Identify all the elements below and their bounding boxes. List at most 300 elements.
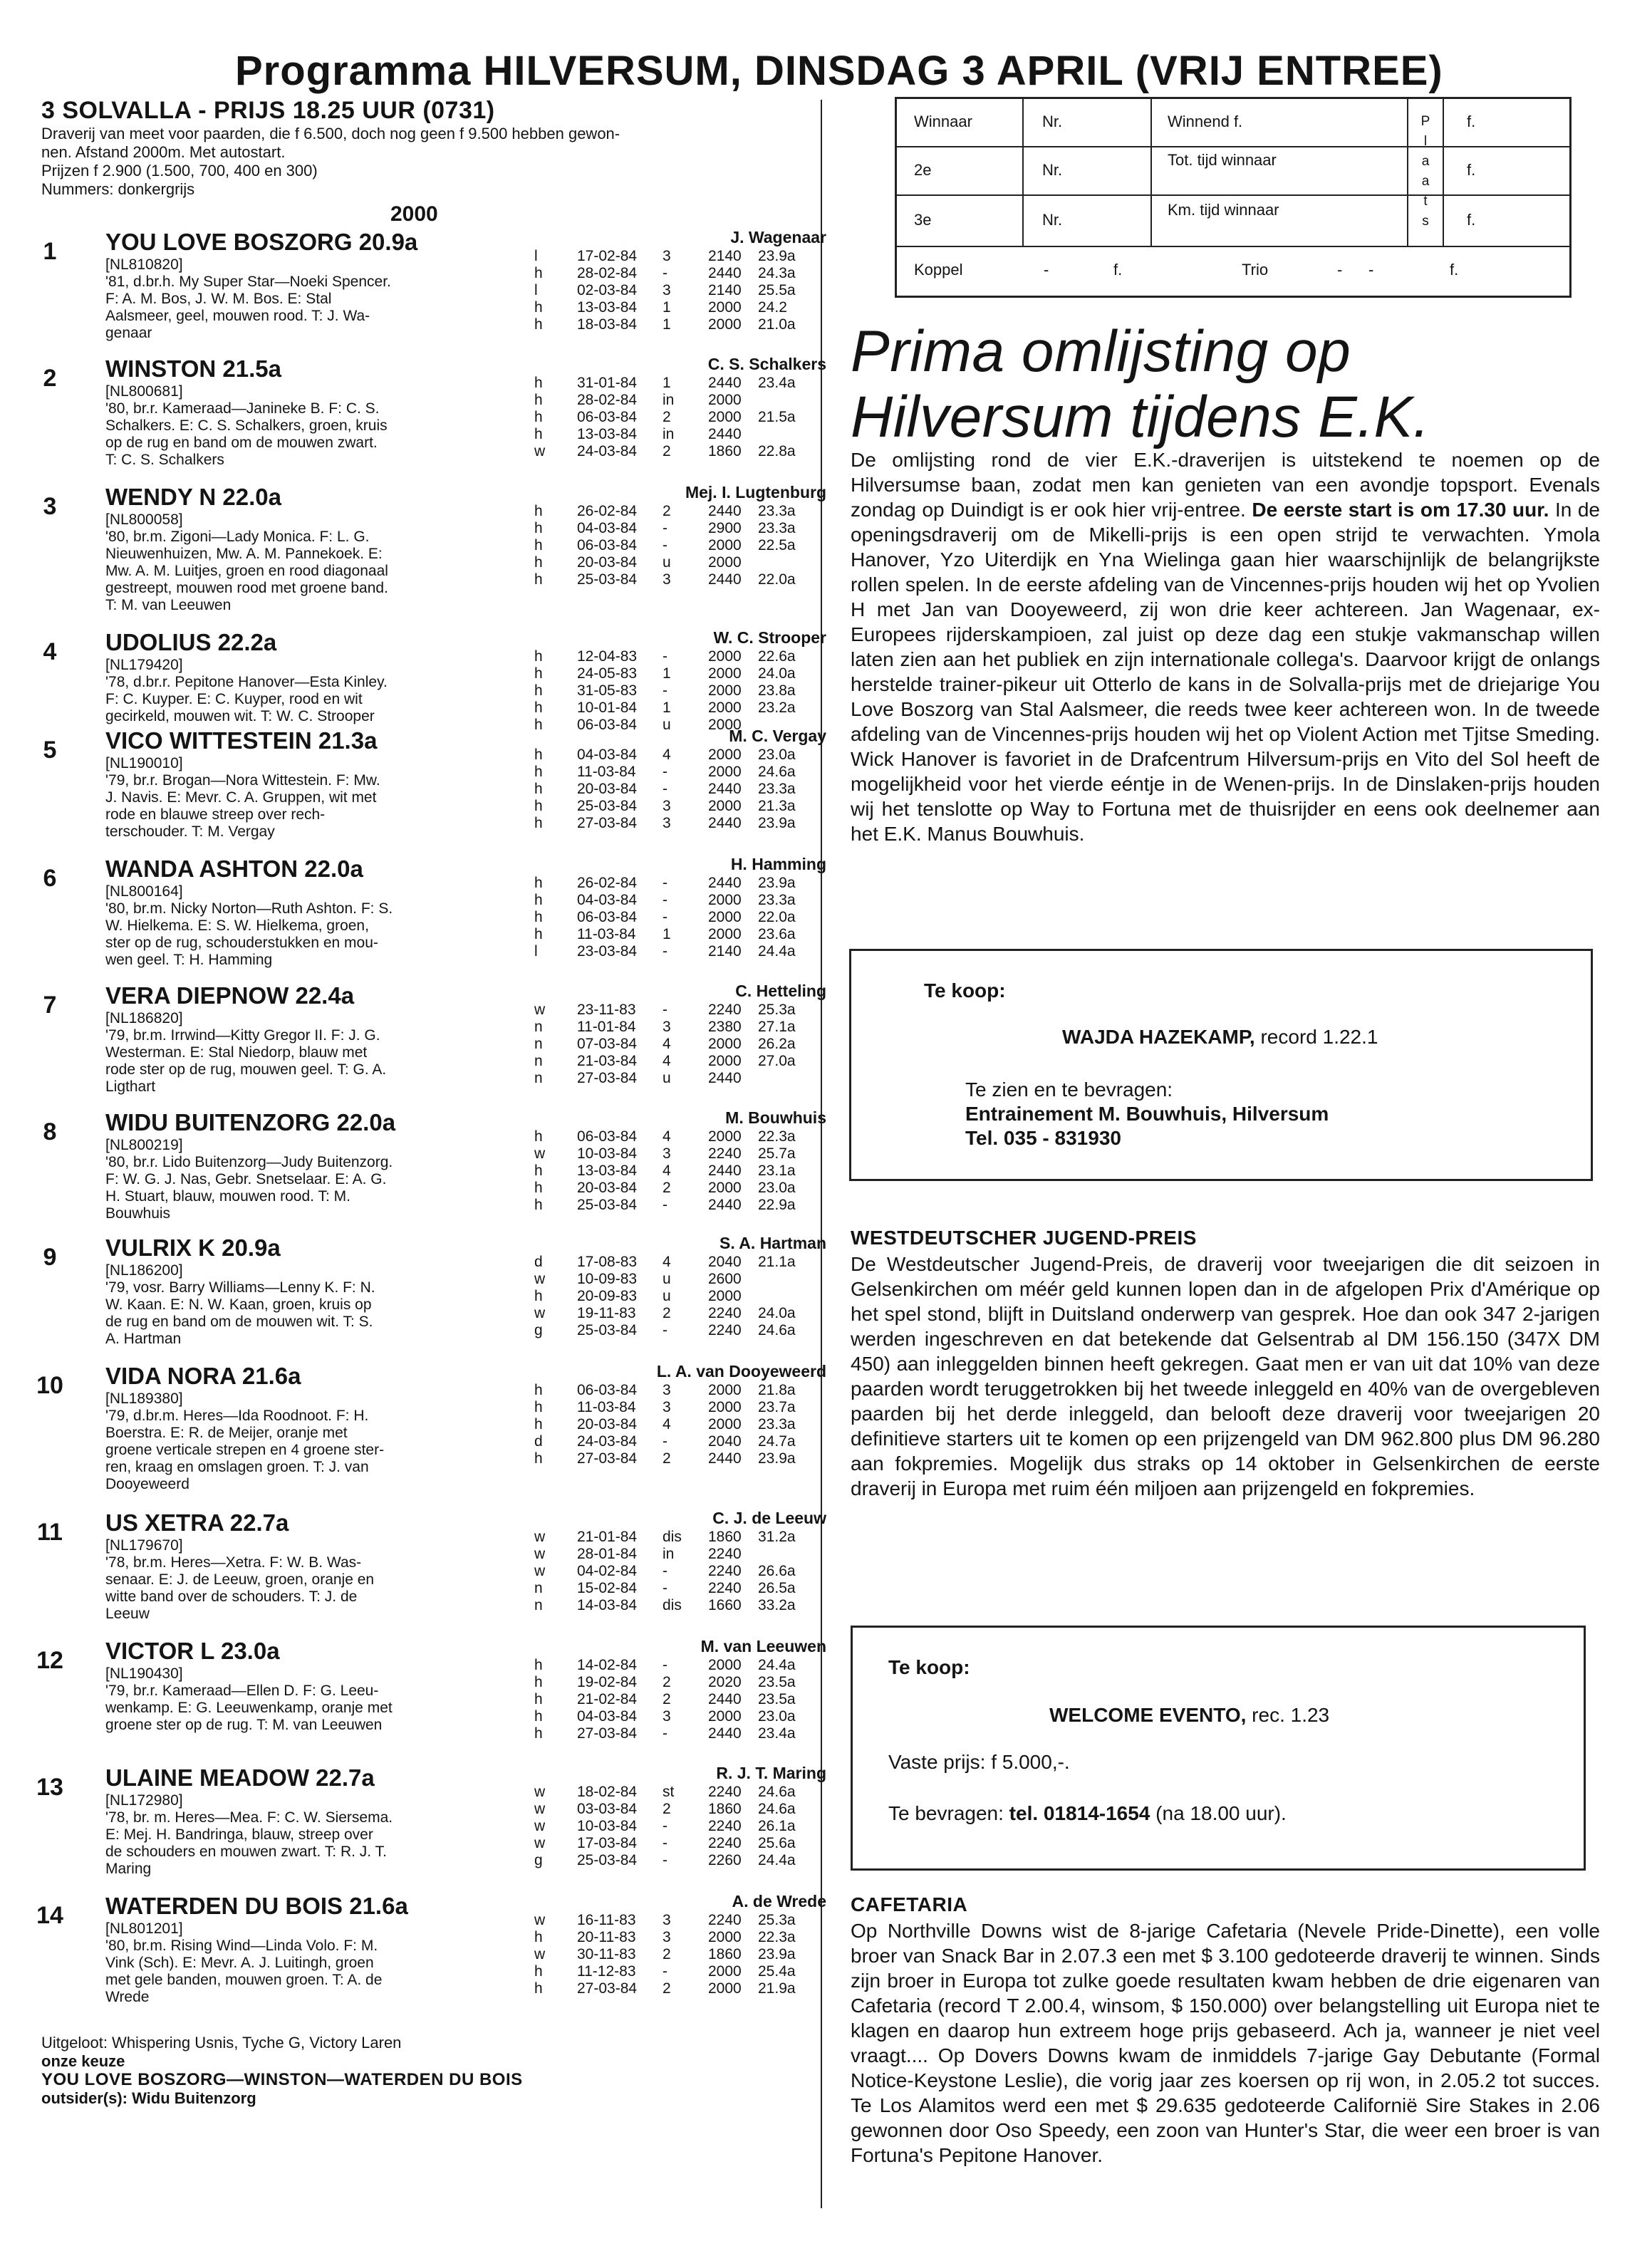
race-date: 20-03-84 bbox=[577, 1180, 638, 1196]
horse-details bbox=[105, 228, 533, 342]
placing: 1 bbox=[663, 316, 671, 333]
race-distance: 2240 bbox=[708, 1546, 742, 1562]
race-date: 28-01-84 bbox=[577, 1546, 638, 1562]
horse-name: WENDY N 22.0a bbox=[105, 484, 281, 510]
horse-registration: [NL800219] bbox=[105, 1137, 183, 1153]
form-table bbox=[534, 375, 833, 460]
for-sale-ad-welcome bbox=[851, 1626, 1586, 1871]
f-label: f. bbox=[1467, 211, 1476, 229]
race-date: 17-08-83 bbox=[577, 1254, 638, 1270]
race-date: 27-03-84 bbox=[577, 1450, 638, 1467]
race-distance: 2260 bbox=[708, 1852, 742, 1868]
horse-pedigree-line: rode ster op de rug, mouwen geel. T: G. A. bbox=[105, 1061, 387, 1078]
race-time: 22.5a bbox=[758, 537, 796, 553]
placing: - bbox=[663, 1433, 667, 1450]
horse-details bbox=[105, 982, 533, 1096]
race-distance: 2000 bbox=[708, 1929, 742, 1945]
horse-details bbox=[105, 1234, 533, 1348]
race-title: 3 SOLVALLA - PRIJS 18.25 UUR (0731) bbox=[41, 97, 495, 124]
race-time: 33.2a bbox=[758, 1597, 796, 1613]
race-time: 26.5a bbox=[758, 1580, 796, 1596]
placing: u bbox=[663, 554, 671, 571]
race-numbers: Nummers: donkergrijs bbox=[41, 180, 195, 198]
horse-driver: M. van Leeuwen bbox=[700, 1637, 826, 1655]
horse-pedigree-line: Boerstra. E: R. de Meijer, oranje met bbox=[105, 1425, 348, 1441]
form-table bbox=[534, 1912, 833, 1997]
ad-call-time: (na 18.00 uur). bbox=[1150, 1802, 1287, 1824]
race-date: 24-03-84 bbox=[577, 1433, 638, 1450]
horse-pedigree-line: '78, d.br.r. Pepitone Hanover—Esta Kinley. bbox=[105, 674, 388, 690]
track-code: w bbox=[534, 1305, 546, 1321]
horse-pedigree-line: Wrede bbox=[105, 1989, 150, 2005]
race-distance: 2000 bbox=[708, 764, 742, 780]
track-code: h bbox=[534, 909, 543, 925]
koppel-label: Koppel bbox=[914, 261, 963, 279]
placing: 3 bbox=[663, 282, 671, 298]
race-date: 20-03-84 bbox=[577, 554, 638, 571]
race-time: 22.9a bbox=[758, 1197, 796, 1213]
plaats-letter: a bbox=[1421, 174, 1430, 189]
race-time: 23.4a bbox=[758, 375, 796, 391]
race-distance: 2440 bbox=[708, 1197, 742, 1213]
placing: - bbox=[663, 537, 667, 553]
race-distance: 2000 bbox=[708, 316, 742, 333]
form-row bbox=[534, 1002, 833, 1019]
track-code: w bbox=[534, 1271, 546, 1287]
race-time: 23.6a bbox=[758, 926, 796, 942]
track-code: h bbox=[534, 875, 543, 891]
track-code: h bbox=[534, 299, 543, 316]
race-distance-text: nen. Afstand 2000m. Met autostart. bbox=[41, 143, 286, 161]
form-row bbox=[534, 909, 833, 926]
race-time: 23.5a bbox=[758, 1674, 796, 1690]
horse-name: YOU LOVE BOSZORG 20.9a bbox=[105, 229, 418, 255]
placing: 3 bbox=[663, 1382, 671, 1398]
race-date: 11-03-84 bbox=[577, 764, 636, 780]
form-row bbox=[534, 316, 833, 333]
horse-pedigree-line: '78, br. m. Heres—Mea. F: C. W. Siersema. bbox=[105, 1809, 393, 1826]
form-row bbox=[534, 1852, 833, 1869]
horse-pedigree-line: Dooyeweerd bbox=[105, 1476, 189, 1492]
placing: 3 bbox=[663, 248, 671, 264]
horse-driver: J. Wagenaar bbox=[730, 228, 826, 246]
race-date: 04-03-84 bbox=[577, 1708, 638, 1725]
race-time: 24.6a bbox=[758, 1322, 796, 1338]
track-code: h bbox=[534, 1657, 543, 1673]
track-code: h bbox=[534, 700, 543, 716]
track-code: n bbox=[534, 1019, 543, 1035]
track-code: n bbox=[534, 1053, 543, 1069]
horse-registration: [NL800164] bbox=[105, 883, 183, 900]
race-distance: 2000 bbox=[708, 909, 742, 925]
table-rule bbox=[1022, 99, 1024, 246]
placing: - bbox=[663, 764, 667, 780]
form-row bbox=[534, 1580, 833, 1597]
track-code: h bbox=[534, 554, 543, 571]
placing: 4 bbox=[663, 1128, 671, 1145]
race-distance: 2240 bbox=[708, 1818, 742, 1834]
race-distance: 2000 bbox=[708, 1036, 742, 1052]
horse-details bbox=[105, 483, 533, 614]
horse-name: VERA DIEPNOW 22.4a bbox=[105, 982, 355, 1009]
race-distance: 2000 bbox=[708, 1288, 742, 1304]
race-date: 16-11-83 bbox=[577, 1912, 636, 1928]
f-label: f. bbox=[1467, 113, 1476, 130]
race-time: 23.0a bbox=[758, 1708, 796, 1725]
form-row bbox=[534, 1784, 833, 1801]
placing: 3 bbox=[663, 1145, 671, 1162]
table-rule bbox=[897, 146, 1569, 147]
race-date: 25-03-84 bbox=[577, 571, 638, 588]
race-distance: 1860 bbox=[708, 1946, 742, 1962]
placing: dis bbox=[663, 1597, 682, 1613]
placing: - bbox=[663, 943, 667, 960]
form-row bbox=[534, 1835, 833, 1852]
race-distance: 1860 bbox=[708, 1529, 742, 1545]
race-distance: 2440 bbox=[708, 1725, 742, 1742]
horse-details bbox=[105, 1764, 533, 1878]
track-code: w bbox=[534, 443, 546, 459]
horse-registration: [NL801201] bbox=[105, 1920, 183, 1937]
race-distance: 2440 bbox=[708, 571, 742, 588]
race-time: 24.0a bbox=[758, 1305, 796, 1321]
nr-label: Nr. bbox=[1042, 211, 1063, 229]
track-code: d bbox=[534, 1254, 543, 1270]
form-table bbox=[534, 1002, 833, 1087]
article-headline bbox=[851, 319, 1430, 450]
horse-pedigree-line: T: C. S. Schalkers bbox=[105, 452, 224, 468]
form-row bbox=[534, 682, 833, 700]
track-code: w bbox=[534, 1801, 546, 1817]
placing: - bbox=[663, 909, 667, 925]
race-date: 19-02-84 bbox=[577, 1674, 638, 1690]
race-date: 27-03-84 bbox=[577, 1980, 638, 1997]
track-code: w bbox=[534, 1912, 546, 1928]
choice-label: onze keuze bbox=[41, 2052, 125, 2070]
race-time: 21.0a bbox=[758, 316, 796, 333]
horse-pedigree-line: F: A. M. Bos, J. W. M. Bos. E: Stal bbox=[105, 291, 332, 307]
form-table bbox=[534, 875, 833, 960]
horse-registration: [NL179670] bbox=[105, 1537, 183, 1554]
placing: 1 bbox=[663, 665, 671, 682]
horse-details bbox=[105, 1892, 533, 2006]
race-time: 23.1a bbox=[758, 1163, 796, 1179]
race-distance: 2000 bbox=[708, 1382, 742, 1398]
horse-pedigree-line: met gele banden, mouwen groen. T: A. de bbox=[105, 1972, 383, 1988]
placing: - bbox=[663, 875, 667, 891]
horse-pedigree-line: ster op de rug, schouderstukken en mou- bbox=[105, 935, 378, 951]
race-date: 17-03-84 bbox=[577, 1835, 638, 1851]
race-time: 26.6a bbox=[758, 1563, 796, 1579]
westdeutscher-text: De Westdeutscher Jugend-Preis, de draverij voor tweejarigen die dit seizoen in Gelsenkirchen om méér geld kunnen lopen dan in de afgelopen Prix d'Amérique op het spel stond, blijft in Duitsland onderwerp van gesprek. Hoe dan ook 347 2-jarigen werden ingeschreven en dat betekende dat Gelsentrab al DM 156.150 (347X DM 450) aan inleggelden binnen heeft gekregen. Gaat men er van uit dat 10% van deze paarden wordt teruggetrokken bij het tweede inleggeld en 40% van de overgebleven paarden bij het derde inleggeld, dan belooft deze draverij voor tweejarigen 20 definitieve starters uit te komen op een prijzengeld van DM 962.800 plus DM 96.280 aan fokpremies. Mogelijk dus straks op 14 oktober in Gelsenkirchen de eerste draverij in Europa met ruim één miljoen aan prijzengeld en fokpremies. bbox=[851, 1253, 1600, 1499]
form-row bbox=[534, 1288, 833, 1305]
form-row bbox=[534, 1399, 833, 1416]
horse-driver: C. Hetteling bbox=[735, 982, 826, 1000]
horse-name: UDOLIUS 22.2a bbox=[105, 629, 277, 655]
placing: - bbox=[663, 682, 667, 699]
cafetaria-title: CAFETARIA bbox=[851, 1893, 968, 1915]
form-row bbox=[534, 1708, 833, 1725]
race-date: 11-03-84 bbox=[577, 926, 636, 942]
horse-registration: [NL186200] bbox=[105, 1262, 183, 1279]
track-code: w bbox=[534, 1145, 546, 1162]
race-date: 20-03-84 bbox=[577, 781, 638, 797]
race-date: 04-03-84 bbox=[577, 520, 638, 536]
form-row bbox=[534, 571, 833, 588]
placing: 1 bbox=[663, 700, 671, 716]
horse-pedigree-line: '81, d.br.h. My Super Star—Noeki Spencer. bbox=[105, 274, 391, 290]
form-row bbox=[534, 1180, 833, 1197]
horse-pedigree-line: terschouder. T: M. Vergay bbox=[105, 823, 275, 840]
placing: u bbox=[663, 1288, 671, 1304]
form-row bbox=[534, 892, 833, 909]
form-row bbox=[534, 875, 833, 892]
westdeutscher-title: WESTDEUTSCHER JUGEND-PREIS bbox=[851, 1227, 1197, 1249]
race-time: 24.6a bbox=[758, 764, 796, 780]
horse-pedigree-line: A. Hartman bbox=[105, 1331, 182, 1347]
track-code: h bbox=[534, 316, 543, 333]
placing: 2 bbox=[663, 1674, 671, 1690]
race-time: 21.3a bbox=[758, 798, 796, 814]
horse-name: US XETRA 22.7a bbox=[105, 1509, 289, 1536]
horse-registration: [NL190010] bbox=[105, 755, 183, 771]
track-code: h bbox=[534, 503, 543, 519]
race-time: 25.3a bbox=[758, 1002, 796, 1018]
form-row bbox=[534, 1801, 833, 1818]
form-row bbox=[534, 1657, 833, 1674]
placing: - bbox=[663, 1835, 667, 1851]
race-date: 04-03-84 bbox=[577, 892, 638, 908]
placing: - bbox=[663, 1852, 667, 1868]
form-row bbox=[534, 1254, 833, 1271]
form-row bbox=[534, 926, 833, 943]
race-date: 11-01-84 bbox=[577, 1019, 636, 1035]
horse-number: 9 bbox=[43, 1244, 57, 1271]
race-time: 23.8a bbox=[758, 682, 796, 699]
race-date: 31-01-84 bbox=[577, 375, 638, 391]
race-time: 31.2a bbox=[758, 1529, 796, 1545]
race-date: 10-01-84 bbox=[577, 700, 638, 716]
article-text-2: In de openingsdraverij om de Mikelli-prijs is een open strijd te verwachten. Ymola Hanover, Yzo Uiterdijk en Yna Wielinga gaan hier waarschijnlijk de belangrijkste rollen spelen. In de eerste afdeling van de Vincennes-prijs houden wij het op Yvolien H met Jan van Dooyeweerd, zij won drie keer achtereen. Jan Wagenaar, ex-Europees rijderskampioen, zal juist op deze dag een stukje vakmanschap willen laten zien aan het publiek en zijn internationale collega's. Daarvoor krijgt de onlangs herstelde trainer-pikeur uit Otterlo de kans in de Solvalla-prijs met de driejarige You Love Boszorg van Stal Aalsmeer, die reeds twee keer achtereen won. In de tweede afdeling van de Vincennes-prijs houden wij het op Violent Action met Tjitse Smeding. Wick Hanover is favoriet in de Drafcentrum Hilversum-prijs en Vito del Sol heeft de mogelijkheid voor het vierde eéntje in de Wenen-prijs. In de Dinslaken-prijs houden wij het tenslotte op Way to Fortuna met de thuisrijder en eens ook deelnemer aan het E.K. Manus Bouwhuis. bbox=[851, 499, 1600, 845]
form-table bbox=[534, 1657, 833, 1742]
horse-pedigree-line: T: M. van Leeuwen bbox=[105, 597, 232, 613]
ad-phone: tel. 01814-1654 bbox=[1009, 1802, 1150, 1824]
horse-pedigree-line: ren, kraag en omslagen groen. T: J. van bbox=[105, 1459, 369, 1475]
track-code: w bbox=[534, 1002, 546, 1018]
horse-pedigree-line: F: C. Kuyper. E: C. Kuyper, rood en wit bbox=[105, 691, 363, 707]
form-row bbox=[534, 1416, 833, 1433]
track-code: h bbox=[534, 1674, 543, 1690]
placing: 3 bbox=[663, 1929, 671, 1945]
scratched-horses: Uitgeloot: Whispering Usnis, Tyche G, Victory Laren bbox=[41, 2034, 402, 2052]
race-date: 11-12-83 bbox=[577, 1963, 636, 1980]
race-distance: 2440 bbox=[708, 781, 742, 797]
track-code: h bbox=[534, 798, 543, 814]
race-time: 24.7a bbox=[758, 1433, 796, 1450]
horse-pedigree-line: '79, vosr. Barry Williams—Lenny K. F: N. bbox=[105, 1279, 375, 1296]
race-distance: 1860 bbox=[708, 1801, 742, 1817]
ad-ask-label: Te bevragen: bbox=[888, 1802, 1009, 1824]
form-table bbox=[534, 1784, 833, 1869]
horse-driver: Mej. I. Lugtenburg bbox=[685, 483, 826, 501]
race-distance: 2240 bbox=[708, 1580, 742, 1596]
race-time: 23.9a bbox=[758, 1946, 796, 1962]
track-code: h bbox=[534, 682, 543, 699]
horse-number: 1 bbox=[43, 238, 57, 265]
placing: 1 bbox=[663, 926, 671, 942]
horse-pedigree-line: Westerman. E: Stal Niedorp, blauw met bbox=[105, 1044, 368, 1061]
race-conditions: Draverij van meet voor paarden, die f 6.500, doch nog geen f 9.500 hebben gewon- bbox=[41, 125, 620, 142]
race-time: 21.5a bbox=[758, 409, 796, 425]
race-distance: 2000 bbox=[708, 1657, 742, 1673]
form-row bbox=[534, 537, 833, 554]
track-code: h bbox=[534, 520, 543, 536]
horse-pedigree-line: groene ster op de rug. T: M. van Leeuwen bbox=[105, 1717, 383, 1733]
horse-pedigree-line: '80, br.r. Kameraad—Janineke B. F: C. S. bbox=[105, 400, 380, 417]
placing: 2 bbox=[663, 1946, 671, 1962]
horse-registration: [NL800681] bbox=[105, 383, 183, 400]
race-time: 23.3a bbox=[758, 503, 796, 519]
race-distance: 2000 bbox=[708, 1416, 742, 1433]
track-code: d bbox=[534, 1433, 543, 1450]
horse-number: 3 bbox=[43, 493, 57, 520]
placing: 4 bbox=[663, 747, 671, 763]
form-row bbox=[534, 1691, 833, 1708]
ad-viewing: Te zien en te bevragen: bbox=[965, 1078, 1173, 1101]
horse-name: WIDU BUITENZORG 22.0a bbox=[105, 1109, 396, 1135]
ad-horse-name: WAJDA HAZEKAMP, bbox=[1062, 1026, 1255, 1048]
track-code: l bbox=[534, 248, 538, 264]
race-distance: 2440 bbox=[708, 265, 742, 281]
placing: 2 bbox=[663, 503, 671, 519]
placing: - bbox=[663, 520, 667, 536]
race-date: 23-03-84 bbox=[577, 943, 638, 960]
race-distance: 2000 bbox=[708, 537, 742, 553]
race-distance: 2240 bbox=[708, 1563, 742, 1579]
race-distance: 2000 bbox=[708, 554, 742, 571]
horse-name: WINSTON 21.5a bbox=[105, 355, 281, 382]
race-time: 23.0a bbox=[758, 1180, 796, 1196]
headline-line-2: Hilversum tijdens E.K. bbox=[851, 385, 1430, 449]
form-row bbox=[534, 665, 833, 682]
form-row bbox=[534, 648, 833, 665]
form-row bbox=[534, 1070, 833, 1087]
placing: 2 bbox=[663, 1691, 671, 1707]
race-date: 25-03-84 bbox=[577, 798, 638, 814]
article-start-time: De eerste start is om 17.30 uur. bbox=[1252, 499, 1549, 521]
form-row bbox=[534, 520, 833, 537]
track-code: h bbox=[534, 1691, 543, 1707]
race-date: 06-03-84 bbox=[577, 909, 638, 925]
horse-driver: C. J. de Leeuw bbox=[712, 1509, 826, 1527]
horse-pedigree-line: Mw. A. M. Luitjes, groen en rood diagonaal bbox=[105, 563, 388, 579]
horse-pedigree-line: '79, d.br.m. Heres—Ida Roodnoot. F: H. bbox=[105, 1408, 369, 1424]
nr-label: Nr. bbox=[1042, 113, 1063, 130]
race-distance: 2240 bbox=[708, 1145, 742, 1162]
race-time: 25.6a bbox=[758, 1835, 796, 1851]
plaats-vertical-label bbox=[1420, 112, 1431, 232]
placing: - bbox=[663, 1725, 667, 1742]
form-row bbox=[534, 1929, 833, 1946]
horse-number: 11 bbox=[37, 1519, 63, 1546]
race-distance: 2600 bbox=[708, 1271, 742, 1287]
track-code: w bbox=[534, 1946, 546, 1962]
winnaar-label: Winnaar bbox=[914, 113, 972, 130]
track-code: h bbox=[534, 926, 543, 942]
plaats-letter: s bbox=[1422, 214, 1429, 229]
race-distance: 2000 bbox=[708, 700, 742, 716]
horse-pedigree-line: de schouders en mouwen zwart. T: R. J. T. bbox=[105, 1844, 387, 1860]
placing: u bbox=[663, 717, 671, 733]
race-distance: 2000 bbox=[708, 1708, 742, 1725]
total-time-label: Tot. tijd winnaar bbox=[1168, 151, 1277, 169]
race-distance: 2240 bbox=[708, 1784, 742, 1800]
race-time: 21.8a bbox=[758, 1382, 796, 1398]
race-time: 23.3a bbox=[758, 781, 796, 797]
race-date: 15-02-84 bbox=[577, 1580, 638, 1596]
horse-pedigree-line: de rug en band om de mouwen wit. T: S. bbox=[105, 1314, 373, 1330]
form-row bbox=[534, 747, 833, 764]
race-distance: 2380 bbox=[708, 1019, 742, 1035]
placing: 2 bbox=[663, 1801, 671, 1817]
race-time: 25.5a bbox=[758, 282, 796, 298]
horse-pedigree-line: '79, br.r. Kameraad—Ellen D. F: G. Leeu- bbox=[105, 1683, 379, 1699]
placing: 4 bbox=[663, 1036, 671, 1052]
track-code: h bbox=[534, 1708, 543, 1725]
placing: 2 bbox=[663, 1450, 671, 1467]
track-code: h bbox=[534, 409, 543, 425]
horse-driver: W. C. Strooper bbox=[713, 628, 826, 647]
race-date: 25-03-84 bbox=[577, 1197, 638, 1213]
horse-pedigree-line: witte band over de schouders. T: J. de bbox=[105, 1589, 358, 1605]
race-distance: 2140 bbox=[708, 248, 742, 264]
race-date: 27-03-84 bbox=[577, 1725, 638, 1742]
track-code: h bbox=[534, 648, 543, 665]
race-time: 23.9a bbox=[758, 1450, 796, 1467]
trio-label: Trio bbox=[1242, 261, 1269, 279]
form-table bbox=[534, 1382, 833, 1467]
race-distance: 2000 bbox=[708, 1399, 742, 1415]
placing: - bbox=[663, 1563, 667, 1579]
for-sale-ad-wajda bbox=[849, 949, 1593, 1181]
horse-pedigree-line: F: W. G. J. Nas, Gebr. Snetselaar. E: A. G. bbox=[105, 1171, 387, 1187]
horse-name: ULAINE MEADOW 22.7a bbox=[105, 1764, 375, 1791]
placing: - bbox=[663, 1002, 667, 1018]
horse-name: VIDA NORA 21.6a bbox=[105, 1363, 301, 1389]
race-date: 28-02-84 bbox=[577, 392, 638, 408]
race-distance: 2040 bbox=[708, 1254, 742, 1270]
race-distance: 2000 bbox=[708, 299, 742, 316]
race-date: 04-03-84 bbox=[577, 747, 638, 763]
horse-pedigree-line: '80, br.r. Lido Buitenzorg—Judy Buitenzorg. bbox=[105, 1154, 393, 1170]
placing: 3 bbox=[663, 1019, 671, 1035]
race-time: 23.4a bbox=[758, 1725, 796, 1742]
form-row bbox=[534, 503, 833, 520]
horse-pedigree-line: '80, br.m. Zigoni—Lady Monica. F: L. G. bbox=[105, 529, 370, 545]
track-code: h bbox=[534, 265, 543, 281]
race-date: 06-03-84 bbox=[577, 1382, 638, 1398]
race-distance: 2440 bbox=[708, 1163, 742, 1179]
horse-number: 10 bbox=[36, 1372, 63, 1399]
third-label: 3e bbox=[914, 211, 932, 229]
horse-details bbox=[105, 628, 533, 725]
winnend-label: Winnend f. bbox=[1168, 113, 1243, 130]
track-code: h bbox=[534, 1725, 543, 1742]
placing: - bbox=[663, 1818, 667, 1834]
track-code: n bbox=[534, 1036, 543, 1052]
track-code: h bbox=[534, 426, 543, 442]
horse-registration: [NL172980] bbox=[105, 1792, 183, 1809]
